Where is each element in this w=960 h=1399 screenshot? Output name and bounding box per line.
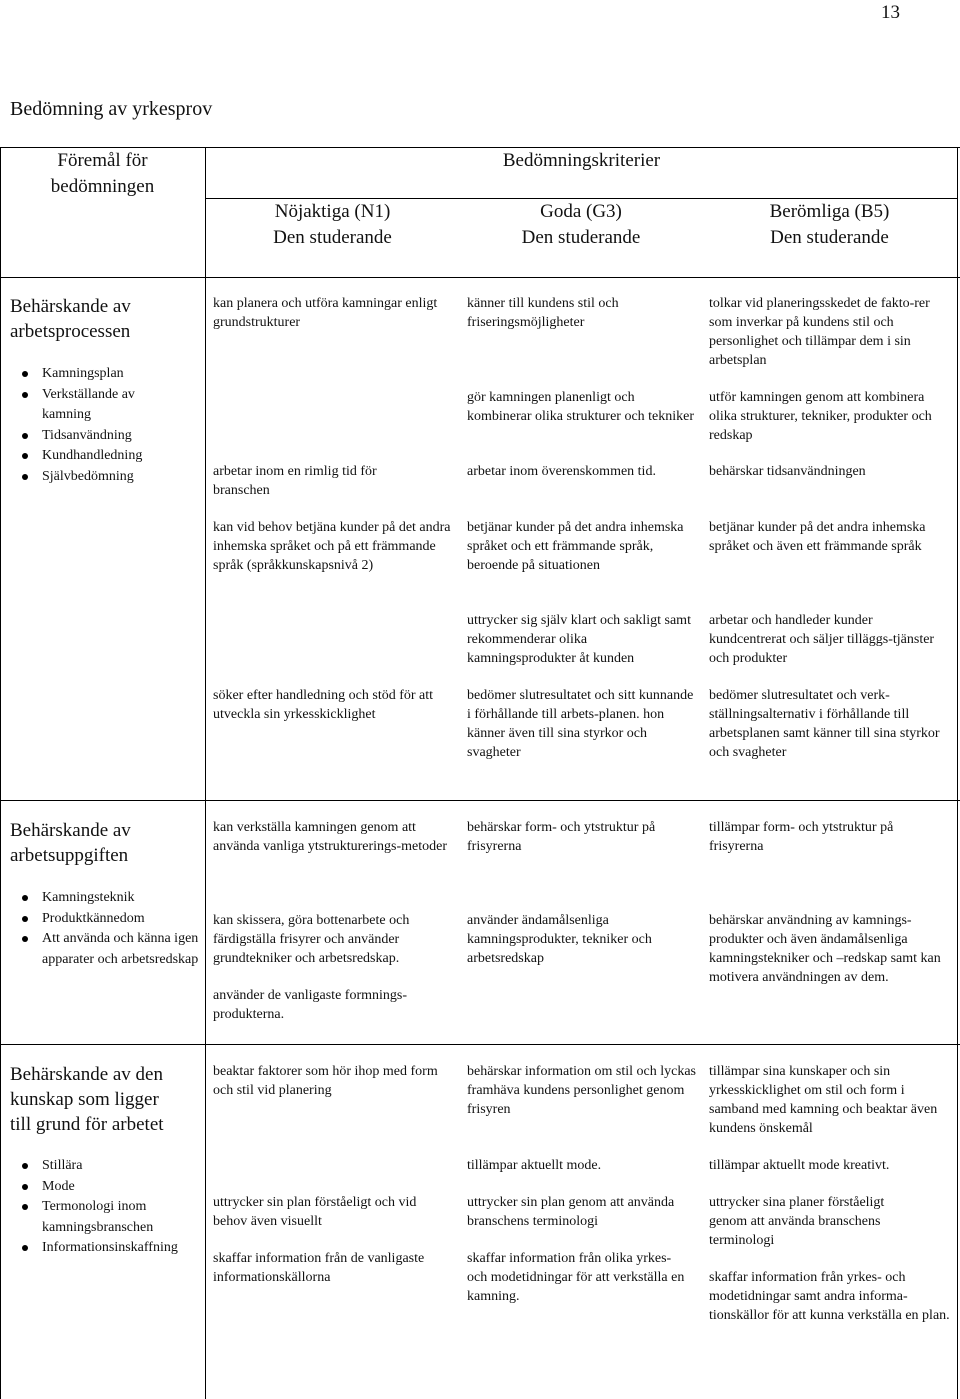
criteria-b5: betjänar kunder på det andra inhemska språket och även ett främmande språk <box>709 520 926 554</box>
section-heading-line: Behärskande av <box>10 820 131 841</box>
criteria-b5: tillämpar aktuellt mode kreativt. <box>709 1158 890 1173</box>
page-number: 13 <box>881 2 900 23</box>
level-name: Nöjaktiga (N1) <box>274 201 391 222</box>
criteria-b5: skaffar information från yrkes- och modetidningar samt andra informa-tionskällor för att kunna verkställa en plan. <box>709 1270 950 1323</box>
criteria-g3: skaffar information från olika yrkes- och modetidningar för att verkställa en kamning. <box>467 1251 685 1304</box>
criteria-g3: gör kamningen planenligt och kombinerar olika strukturer och tekniker <box>467 390 695 424</box>
level-name: Berömliga (B5) <box>769 201 890 222</box>
criteria-g3: tillämpar aktuellt mode. <box>467 1158 602 1173</box>
section-heading-line: arbetsuppgiften <box>10 845 129 866</box>
section-heading <box>10 294 200 344</box>
section-heading-line: Behärskande av den <box>10 1064 163 1085</box>
criteria-n1: kan planera och utföra kamningar enligt grundstrukturer <box>213 296 438 330</box>
criteria-n1: kan skissera, göra bottenarbete och färdigställa frisyrer och använder grundtekniker och arbetsredskap. <box>213 913 410 966</box>
section-heading-line: kunskap som ligger <box>10 1089 159 1110</box>
criteria-g3: uttrycker sig själv klart och sakligt samt rekommenderar olika kamningsprodukter åt kunden <box>467 613 691 666</box>
criteria-n1: skaffar information från de vanligaste informationskällorna <box>213 1251 425 1285</box>
section-heading-line: arbetsprocessen <box>10 321 131 342</box>
bullet-item: Självbedömning <box>10 467 202 488</box>
bullet-item: Verkställande av kamning <box>10 385 152 426</box>
bullet-item: Mode <box>10 1177 202 1198</box>
criteria-n1: beaktar faktorer som hör ihop med form och stil vid planering <box>213 1064 438 1098</box>
section-bullets <box>10 364 202 487</box>
document-title: Bedömning av yrkesprov <box>10 98 213 120</box>
table-border-right <box>957 147 958 1399</box>
section-heading-line: till grund för arbetet <box>10 1114 164 1135</box>
column-divider <box>205 147 206 1399</box>
bullet-item: Termonologi inom kamningsbranschen <box>10 1197 202 1238</box>
section-heading <box>10 1062 205 1137</box>
bullet-item: Informationsinskaffning <box>10 1238 202 1259</box>
criteria-g3: bedömer slutresultatet och sitt kunnande i förhållande till arbets-planen. hon känner även till sina styrkor och svagheter <box>467 688 694 760</box>
bullet-item: Att använda och känna igen apparater och arbetsredskap <box>10 929 200 970</box>
criteria-b5: tolkar vid planeringsskedet de fakto-rer som inverkar på kundens stil och personlighet och tillämpar dem i sin arbetsplan <box>709 296 930 368</box>
bullet-item: Kamningsteknik <box>10 888 200 909</box>
bullet-item: Kamningsplan <box>10 364 202 385</box>
criteria-g3: använder ändamålsenliga kamningsprodukter, tekniker och arbetsredskap <box>467 913 652 966</box>
criteria-b5: utför kamningen genom att kombinera olika strukturer, tekniker, produkter och redskap <box>709 390 932 443</box>
criteria-n1: kan vid behov betjäna kunder på det andra inhemska språket och på ett främmande språk (språkkunskapsnivå 2) <box>213 520 451 573</box>
table-border-left <box>0 147 1 1399</box>
criteria-g3: känner till kundens stil och friseringsmöjligheter <box>467 296 619 330</box>
criteria-g3: behärskar information om stil och lyckas framhäva kundens personlighet genom frisyren <box>467 1064 696 1117</box>
criteria-n1: arbetar inom en rimlig tid för branschen <box>213 464 377 498</box>
bullet-item: Kundhandledning <box>10 446 202 467</box>
criteria-b5: behärskar tidsanvändningen <box>709 464 866 479</box>
header-object-line: bedömningen <box>50 176 155 197</box>
criteria-g3: arbetar inom överenskommen tid. <box>467 464 656 479</box>
criteria-g3: betjänar kunder på det andra inhemska språket och ett främmande språk, beroende på situationen <box>467 520 684 573</box>
criteria-b5: bedömer slutresultatet och verk-ställningsalternativ i förhållande till arbetsplanen samt känner till sina styrkor och svagheter <box>709 688 940 760</box>
criteria-g3: uttrycker sin plan genom att använda branschens terminologi <box>467 1195 675 1229</box>
level-name: Goda (G3) <box>540 201 622 222</box>
level-sub: Den studerande <box>521 227 641 248</box>
bullet-item: Produktkännedom <box>10 909 200 930</box>
criteria-b5: tillämpar form- och ytstruktur på frisyrerna <box>709 820 894 854</box>
header-level-g3 <box>460 199 702 251</box>
criteria-b5: arbetar och handleder kunder kundcentrerat och säljer tilläggs-tjänster och produkter <box>709 613 935 666</box>
section-heading-line: Behärskande av <box>10 296 131 317</box>
criteria-n1: söker efter handledning och stöd för att utveckla sin yrkesskicklighet <box>213 688 434 722</box>
header-level-b5 <box>702 199 957 251</box>
row-divider <box>0 800 960 801</box>
header-object <box>0 148 205 200</box>
criteria-n1: kan verkställa kamningen genom att använda vanliga ytstrukturerings-metoder <box>213 820 448 854</box>
section-heading <box>10 818 200 868</box>
row-divider <box>0 1044 960 1045</box>
header-level-n1 <box>205 199 460 251</box>
level-sub: Den studerande <box>770 227 889 248</box>
criteria-n1: använder de vanligaste formnings-produkterna. <box>213 988 407 1022</box>
criteria-n1: uttrycker sin plan förståeligt och vid behov även visuellt <box>213 1195 417 1229</box>
bullet-item: Tidsanvändning <box>10 426 202 447</box>
section-bullets <box>10 888 200 970</box>
bullet-item: Stillära <box>10 1156 202 1177</box>
criteria-b5: behärskar användning av kamnings-produkter och även ändamålsenliga kamningstekniker och –redskap samt kan motivera användningen av dem. <box>709 913 941 985</box>
section-bullets <box>10 1156 202 1259</box>
criteria-b5: uttrycker sina planer förståeligt genom att använda branschens terminologi <box>709 1195 885 1248</box>
header-criteria: Bedömningskriterier <box>502 150 661 171</box>
header-object-line: Föremål för <box>57 150 148 171</box>
criteria-b5: tillämpar sina kunskaper och sin yrkesskicklighet om stil och form i samband med kamning och beaktar även kundens önskemål <box>709 1064 938 1136</box>
level-sub: Den studerande <box>273 227 392 248</box>
row-divider <box>0 277 960 278</box>
criteria-g3: behärskar form- och ytstruktur på frisyrerna <box>467 820 656 854</box>
